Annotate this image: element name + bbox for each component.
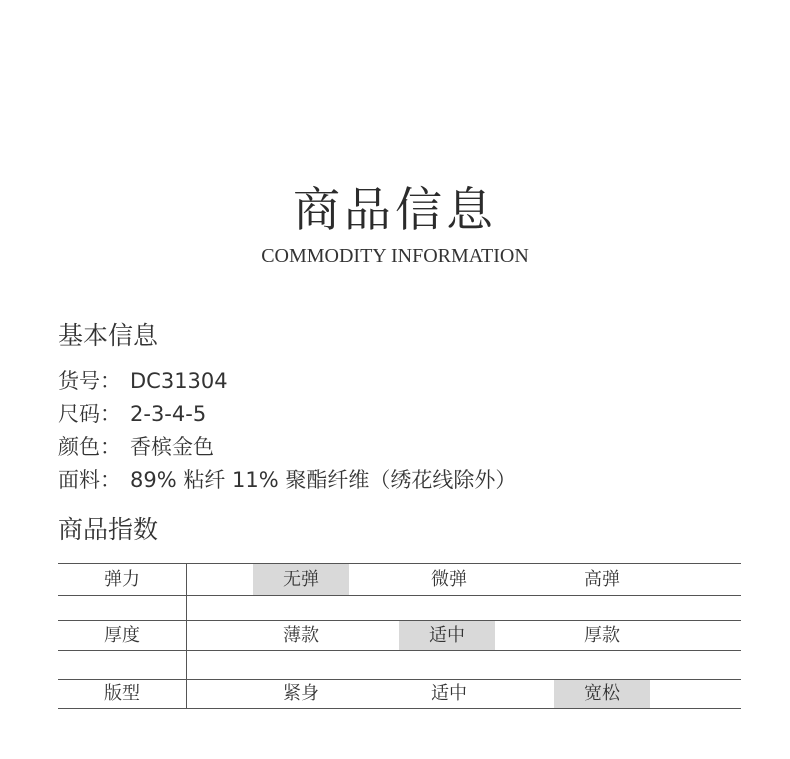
table-divider xyxy=(58,650,741,651)
product-index-heading: 商品指数 xyxy=(58,515,159,544)
info-label: 尺码： xyxy=(58,402,121,426)
page-title-en: COMMODITY INFORMATION xyxy=(261,245,529,267)
info-row-item-no xyxy=(58,368,228,394)
info-row-color xyxy=(58,434,214,460)
table-divider xyxy=(58,595,741,596)
info-value: 2-3-4-5 xyxy=(130,402,207,426)
info-value: DC31304 xyxy=(130,369,228,393)
option-cell-selected: 适中 xyxy=(399,621,495,650)
option-cell-selected: 宽松 xyxy=(554,680,650,708)
option-cell: 紧身 xyxy=(283,683,319,704)
row-label-elasticity: 弹力 xyxy=(104,569,140,590)
option-cell: 薄款 xyxy=(283,625,319,646)
info-label: 面料： xyxy=(58,468,121,492)
basic-info-heading: 基本信息 xyxy=(58,321,159,350)
page-title-cn: 商品信息 xyxy=(293,183,497,238)
info-row-fabric xyxy=(58,467,516,493)
product-index-table xyxy=(58,563,741,709)
option-cell: 微弹 xyxy=(431,569,467,590)
info-label: 颜色： xyxy=(58,435,121,459)
row-label-thickness: 厚度 xyxy=(104,625,140,646)
info-row-size xyxy=(58,401,206,427)
info-label: 货号： xyxy=(58,369,121,393)
info-value: 香槟金色 xyxy=(130,435,214,459)
info-value: 89% 粘纤 11% 聚酯纤维（绣花线除外） xyxy=(130,468,517,492)
option-cell-selected: 无弹 xyxy=(253,564,349,595)
table-divider xyxy=(58,708,741,709)
option-cell: 高弹 xyxy=(584,569,620,590)
table-column-divider xyxy=(186,563,187,709)
row-label-fit: 版型 xyxy=(104,683,140,704)
option-cell: 厚款 xyxy=(584,625,620,646)
option-cell: 适中 xyxy=(431,683,467,704)
